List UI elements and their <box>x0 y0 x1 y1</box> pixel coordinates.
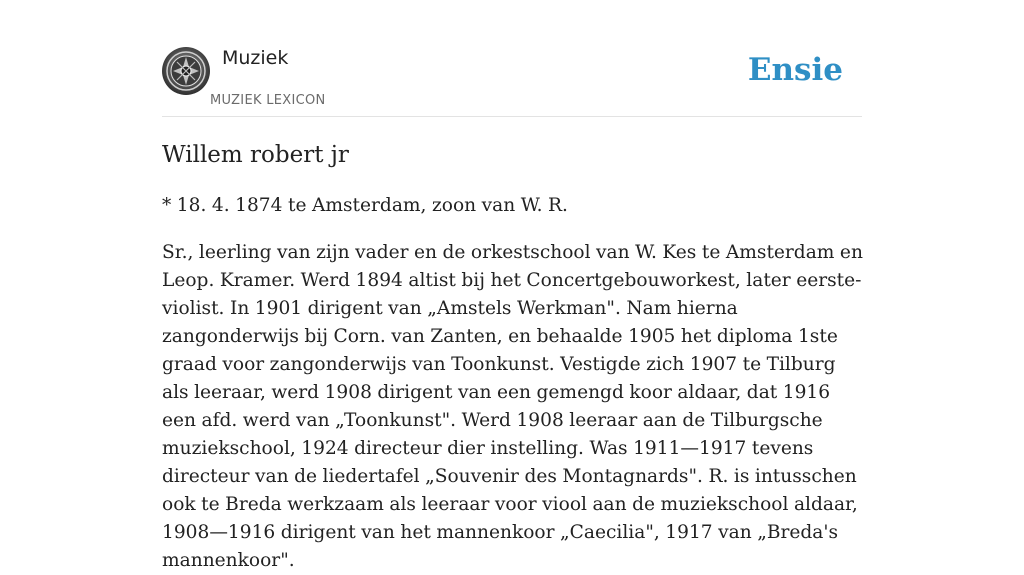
category-name[interactable]: Muziek <box>222 47 289 69</box>
article-lead: * 18. 4. 1874 te Amsterdam, zoon van W. R. <box>162 195 568 216</box>
header <box>162 0 862 117</box>
category-avatar[interactable] <box>162 47 210 95</box>
article-title: Willem robert jr <box>162 142 349 168</box>
brand-logo[interactable]: Ensie <box>747 52 843 88</box>
category-subtitle: MUZIEK LEXICON <box>210 93 326 108</box>
article <box>162 138 866 575</box>
article-body: Sr., leerling van zijn vader en de orkestschool van W. Kes te Amsterdam en Leop. Kramer. Werd 1894 altist bij het Concertgebouworkest, later eerste-violist. In 1901 dirigent van „Amstels Werkman". Nam hierna zangonderwijs bij Corn. van Zanten, en behaalde 1905 het diploma 1ste graad voor zangonderwijs van Toonkunst. Vestigde zich 1907 te Tilburg als leeraar, werd 1908 dirigent van een gemengd koor aldaar, dat 1916 een afd. werd van „Toonkunst". Werd 1908 leeraar aan de Tilburgsche muziekschool, 1924 directeur dier instelling. Was 1911—1917 tevens directeur van de liedertafel „Souvenir des Montagnards". R. is intusschen ook te Breda werkzaam als leeraar voor viool aan de muziekschool aldaar, 1908—1916 dirigent van het mannenkoor „Caecilia", 1917 van „Breda's mannenkoor". <box>162 242 863 571</box>
music-emblem-icon <box>162 47 210 95</box>
